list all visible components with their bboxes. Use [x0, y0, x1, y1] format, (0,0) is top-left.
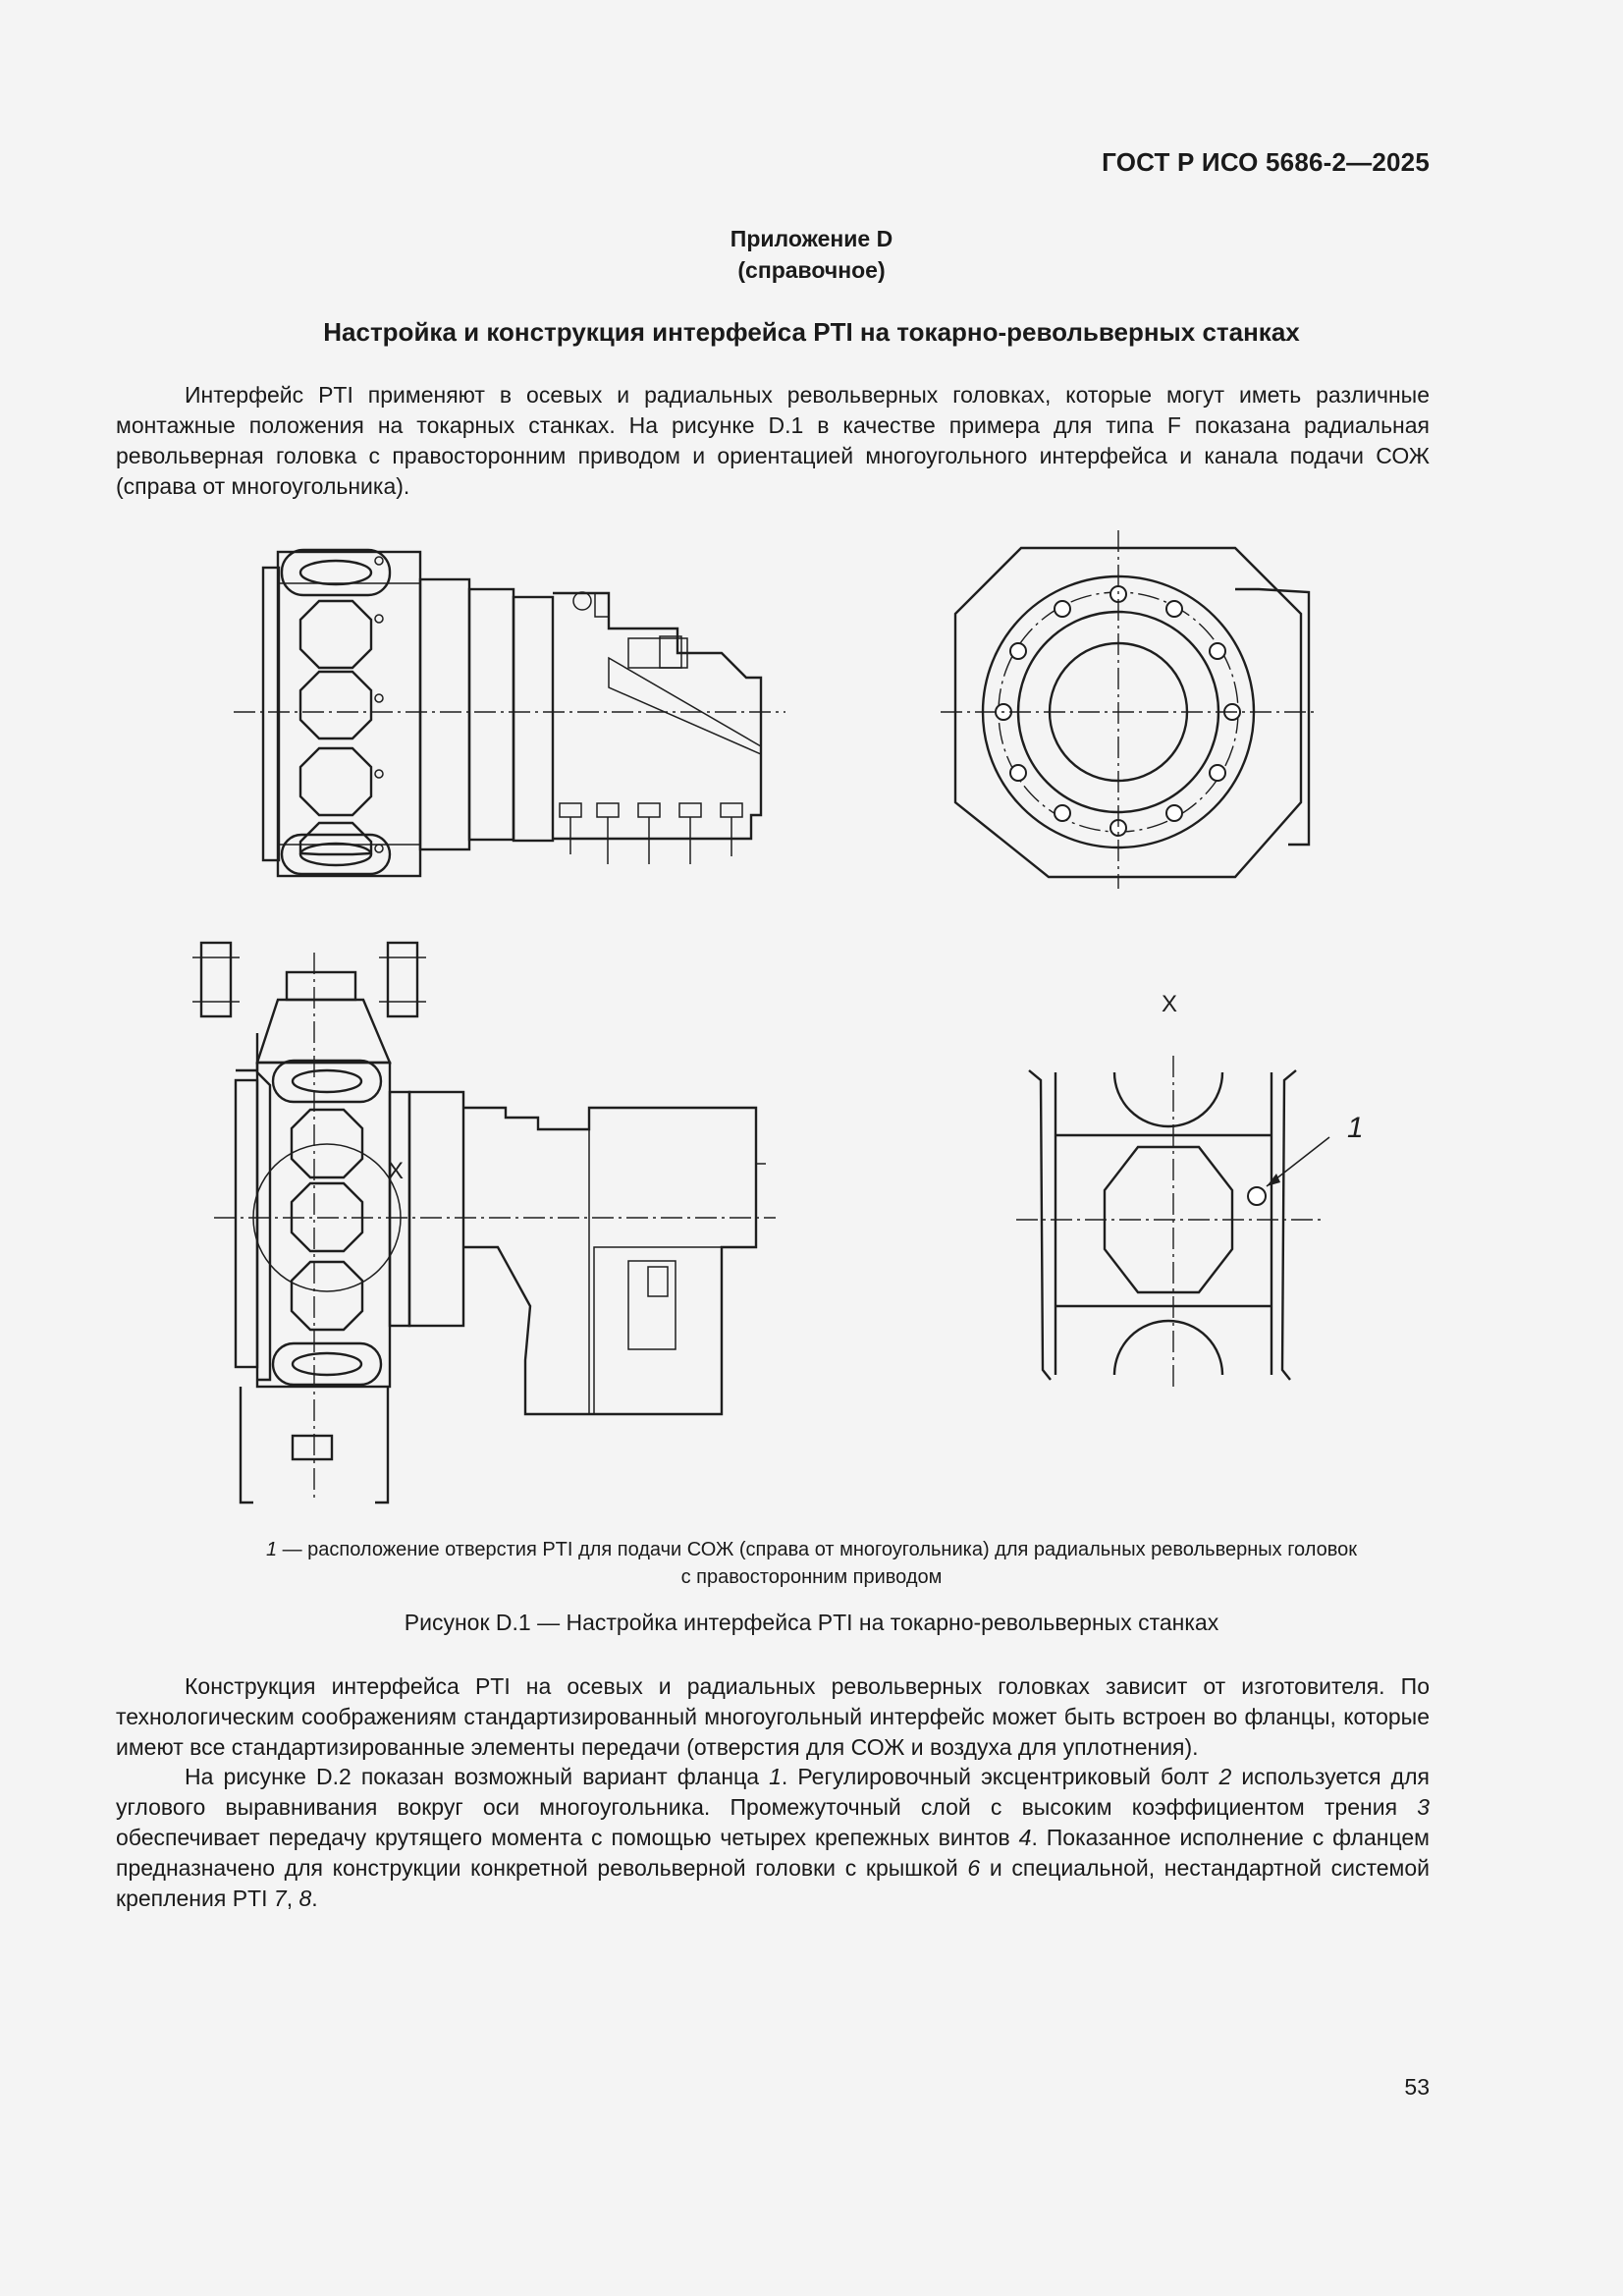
intro-paragraph: Интерфейс PTI применяют в осевых и радиальных револьверных головках, которые могут иметь различные монтажные положения на токарных станках. На рисунке D.1 в качестве примера для типа F показана радиальная револьверная головка с правосторонним приводом и ориентацией многоугольного интерфейса и канала подачи СОЖ (справа от многоугольника).	[116, 382, 1430, 499]
flange-text-5: . Показанное исполнение с фланцем предназначено для конструкции конкретной револьверной головки с крышкой	[116, 1825, 1430, 1881]
flange-text-3: используется для углового выравнивания вокруг оси многоугольника. Промежуточный слой с высоким коэффициентом трения	[116, 1764, 1430, 1820]
detail-view-x	[1016, 991, 1364, 1387]
legend-text-2: с правосторонним приводом	[680, 1566, 943, 1588]
view-x-label: X	[1162, 991, 1178, 1017]
flange-text-4: обеспечивает передачу крутящего момента с помощью четырех крепежных винтов	[116, 1825, 1019, 1850]
section-heading: Настройка и конструкция интерфейса PTI на токарно-револьверных станках	[323, 317, 1300, 347]
ref-8: 8	[298, 1886, 312, 1911]
turret-top-view	[192, 943, 776, 1503]
standard-designation: ГОСТ Р ИСО 5686-2—2025	[1102, 147, 1430, 177]
view-x-marker-side: X	[388, 1158, 405, 1184]
ref-4: 4	[1018, 1825, 1032, 1850]
flange-text-end: .	[311, 1886, 318, 1911]
flange-text-6: и специальной, нестандартной системой крепления PTI	[116, 1855, 1430, 1911]
flange-paragraph	[116, 1762, 1430, 1914]
design-paragraph: Конструкция интерфейса PTI на осевых и радиальных револьверных головках зависит от изготовителя. По технологическим соображениям стандартизированный многоугольный интерфейс может быть встроен во фланцы, которые имеют все стандартизированные элементы передачи (отверстия для СОЖ и воздуха для уплотнения).	[116, 1673, 1430, 1760]
turret-side-view	[234, 550, 785, 876]
callout-1-label: 1	[1347, 1112, 1364, 1144]
page-number: 53	[1404, 2074, 1430, 2100]
flange-text-2: . Регулировочный эксцентриковый болт	[781, 1764, 1219, 1789]
ref-2: 2	[1218, 1764, 1232, 1789]
ref-6: 6	[967, 1855, 981, 1881]
flange-text-1: На рисунке D.2 показан возможный вариант фланца	[185, 1764, 770, 1789]
figure-caption: Рисунок D.1 — Настройка интерфейса PTI на токарно-револьверных станках	[404, 1610, 1219, 1635]
ref-7: 7	[273, 1886, 287, 1911]
annex-title: Приложение D	[730, 226, 893, 251]
annex-type: (справочное)	[737, 257, 886, 283]
ref-separator: ,	[286, 1886, 299, 1911]
legend-text-1: — расположение отверстия PTI для подачи СОЖ (справа от многоугольника) для радиальных револьверных головок	[277, 1539, 1358, 1560]
figure-legend	[0, 1536, 1623, 1591]
turret-front-view	[941, 530, 1316, 889]
ref-3: 3	[1417, 1794, 1430, 1820]
legend-number: 1	[265, 1539, 278, 1560]
ref-1: 1	[769, 1764, 782, 1789]
